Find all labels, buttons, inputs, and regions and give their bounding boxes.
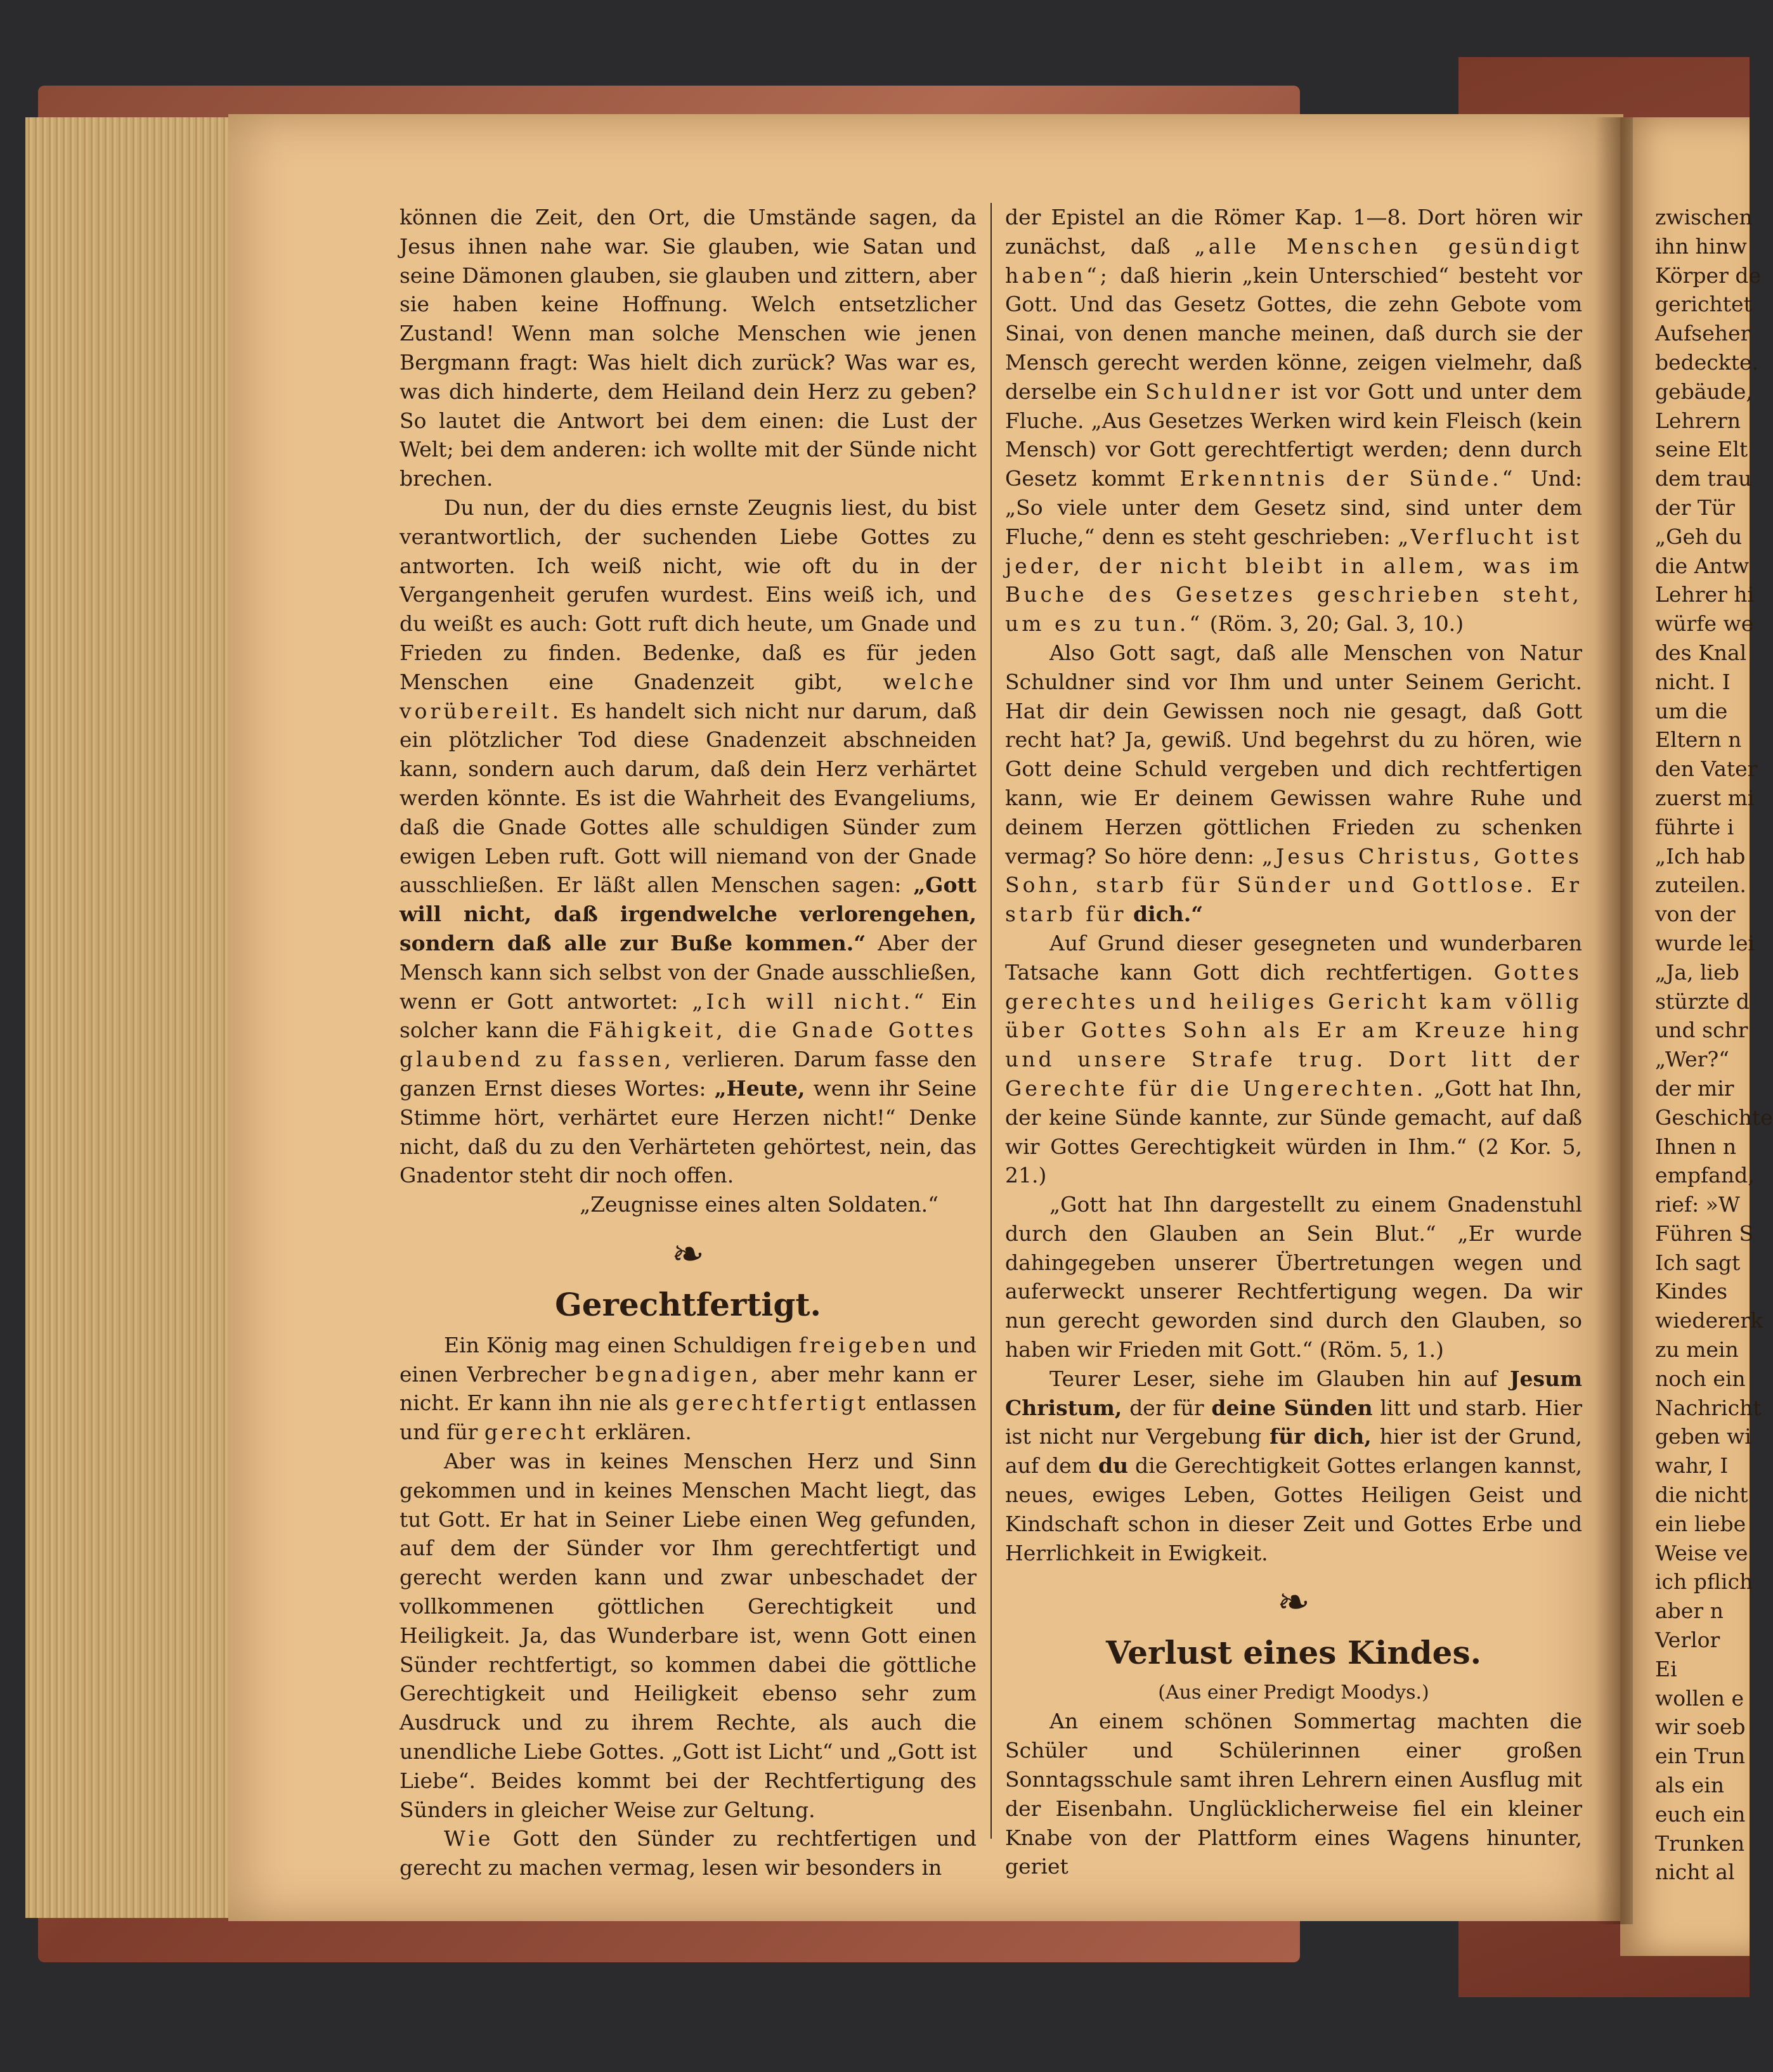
text-span: Teurer Leser, siehe im Glauben hin auf — [1049, 1366, 1498, 1391]
facing-page-line: um die — [1655, 698, 1728, 723]
text-span: aber mehr kann er nicht. Er kann ihn nie als — [399, 1361, 977, 1416]
facing-page-line: wahr, I — [1655, 1453, 1729, 1479]
bold-text: dich.“ — [1133, 902, 1204, 927]
facing-page-line: Nachricht — [1655, 1395, 1762, 1420]
spaced-text: gerechtfertigt — [675, 1390, 869, 1416]
bold-text: Jesum Christum, — [1005, 1366, 1582, 1420]
facing-page-line: geben wi — [1655, 1424, 1751, 1449]
facing-page-line: wurde lei — [1655, 930, 1755, 955]
text-span: Du nun, der du dies ernste Zeugnis liest, du bist verantwortlich, der suchenden Liebe Gottes zu antworten. Ich weiß nicht, wie oft du in der Vergangenheit gerufen wurdest. Eins weiß ich, und du weißt es auch: Gott ruft dich heute, um Gnade und Frieden zu finden. Bedenke, daß es für jeden Menschen eine Gnadenzeit gibt, — [399, 495, 977, 694]
facing-page-line: die Antw — [1655, 553, 1750, 578]
facing-page-line: „Wer?“ — [1655, 1047, 1730, 1072]
spaced-text: Schuldner — [1145, 379, 1283, 404]
text-span: Also Gott sagt, daß alle Menschen von Natur Schuldner sind vor Ihm und unter Seinem Gericht. Hat dir dein Gewissen noch nie gesagt, daß Gott recht hat? Ja, gewiß. Und begehrst du zu hören, wie Gott deine Schuld vergeben und dich rechtfertigen kann, wie Er deinem Gewissen wahre Ruhe und deinem Herzen göttlichen Frieden zu schenken vermag? So höre denn: — [1005, 640, 1582, 869]
text-span: Gott den Sünder zu rechtfertigen und gerecht zu machen vermag, lesen wir besonders in — [399, 1826, 977, 1881]
spaced-text: freigeben — [798, 1332, 930, 1357]
text-span: verlieren. Darum fasse den ganzen Ernst dieses Wortes: — [399, 1047, 977, 1101]
facing-page-line: ich pflich — [1655, 1569, 1753, 1595]
facing-page-line: gebäude, — [1655, 379, 1753, 404]
text-span: Ein solcher kann die — [399, 988, 977, 1043]
page-edges — [25, 117, 235, 1918]
facing-page-column — [1655, 203, 1773, 1887]
facing-page-line: Aufseher — [1655, 321, 1751, 346]
facing-page-line: den Vater — [1655, 756, 1758, 782]
text-span: Es handelt sich nicht nur darum, daß ein plötzlicher Tod diese Gnadenzeit abschneiden kann, sondern auch darum, daß dein Herz verhärtet werden könnte. Es ist die Wahrheit des Evangeliums, daß die Gnade Gottes alle schuldigen Sünder zum ewigen Leben ruft. Gott will niemand von der Gnade ausschließen. Er läßt allen Menschen sagen: — [399, 698, 977, 898]
facing-page-line: bedeckte. — [1655, 349, 1759, 375]
paragraph — [399, 1824, 977, 1882]
facing-page-line: Verlor — [1655, 1628, 1720, 1653]
text-span: „Gott hat Ihn, der keine Sünde kannte, zur Sünde gemacht, auf daß wir Gottes Gerechtigkeit würden in Ihm.“ (2 Kor. 5, 21.) — [1005, 1075, 1582, 1188]
bold-text: für dich, — [1270, 1424, 1372, 1449]
right-column — [1005, 203, 1582, 1881]
facing-page-line: von der — [1655, 902, 1736, 927]
paragraph — [399, 1331, 977, 1447]
facing-page-line: Kindes — [1655, 1279, 1728, 1304]
facing-page-line: rief: »W — [1655, 1192, 1740, 1217]
text-span: entlassen und für — [399, 1390, 977, 1445]
bold-text: „Gott will nicht, daß irgendwelche verlorengehen, sondern daß alle zur Buße kommen.“ — [399, 872, 977, 955]
spaced-text: „Jesus Christus, Gottes Sohn, starb für Sünder und Gottlose. Er starb für — [1005, 843, 1582, 927]
text-span: erklären. — [595, 1420, 692, 1445]
facing-page-line: zwischen — [1655, 205, 1753, 230]
facing-page-line: Körper de — [1655, 262, 1761, 288]
facing-page-line: Lehrer hi — [1655, 582, 1755, 607]
facing-page-line: „Ich hab — [1655, 843, 1746, 869]
facing-page-line: Ihnen n — [1655, 1134, 1737, 1159]
spaced-text: Fähigkeit, die Gnade Gottes glaubend zu fassen, — [399, 1018, 977, 1072]
text-span: wenn ihr Seine Stimme hört, verhärtet eure Herzen nicht!“ Denke nicht, daß du zu den Verhärteten gehörtest, nein, das Gnadentor steht dir noch offen. — [399, 1075, 977, 1188]
facing-page-line: wir soeb — [1655, 1714, 1746, 1740]
text-span: daß hierin „kein Unterschied“ besteht vor Gott. Und das Gesetz Gottes, die zehn Gebote vom Sinai, von denen manche meinen, daß durch sie der Mensch gerecht werden könne, zeigen vielmehr, daß derselbe ein — [1005, 262, 1582, 404]
fleuron-icon: ❧ — [672, 1230, 705, 1277]
text-span: der Epistel an die Römer Kap. 1—8. Dort hören wir zunächst, daß — [1005, 205, 1582, 259]
spaced-text: „alle Menschen gesündigt haben“; — [1005, 233, 1582, 288]
spaced-text: welche vorübereilt. — [399, 669, 977, 723]
facing-page-line: Ei — [1655, 1656, 1677, 1681]
facing-page-line: aber n — [1655, 1598, 1724, 1624]
text-span: die Gerechtigkeit Gottes erlangen kannst, neues, ewiges Leben, Gottes Heiligen Geist und Kindschaft schon in dieser Zeit und Gottes Erbe und Herrlichkeit in Ewigkeit. — [1005, 1453, 1583, 1565]
signature: „Zeugnisse eines alten Soldaten.“ — [580, 1192, 938, 1217]
text-span: Aber der Mensch kann sich selbst von der Gnade ausschließen, wenn er Gott antwortet: — [399, 930, 977, 1014]
spaced-text: Erkenntnis der Sünde.“ — [1179, 466, 1516, 491]
facing-page-line: Eltern n — [1655, 727, 1742, 753]
facing-page-line: ihn hinw — [1655, 233, 1747, 259]
bold-text: deine Sünden — [1211, 1395, 1373, 1420]
spaced-text: Wie — [444, 1826, 494, 1851]
spaced-text: begnadigen, — [595, 1361, 762, 1387]
paragraph: „Gott hat Ihn dargestellt zu einem Gnadenstuhl durch den Glauben an Sein Blut.“ „Er wurde dahingegeben unserer Übertretungen wegen und auferweckt unserer Rechtfertigung wegen. Da wir nun gerecht geworden sind durch den Glauben, so haben wir Frieden mit Gott.“ (Röm. 5, 1.) — [1005, 1192, 1582, 1363]
facing-page-line: zuerst mi — [1655, 785, 1755, 810]
facing-page-line: würfe we — [1655, 611, 1754, 637]
bold-text: „Heute, — [714, 1075, 805, 1101]
spaced-text: gerecht — [484, 1420, 588, 1445]
facing-page-line: ein Trun — [1655, 1744, 1746, 1769]
column-rule — [990, 203, 992, 1839]
paragraph: können die Zeit, den Ort, die Umstände sagen, da Jesus ihnen nahe war. Sie glauben, wie Satan und seine Dämonen glauben, sie glauben und zittern, aber sie haben keine Hoffnung. Welch entsetzlicher Zustand! Wenn man solche Menschen wie jenen Bergmann fragt: Was hielt dich zurück? Was war es, was dich hinderte, dem Heiland dein Herz zu geben? So lautet die Antwort bei dem einen: die Lust der Welt; bei dem anderen: ich wollte mit der Sünde nicht brechen. — [399, 205, 977, 491]
paragraph: An einem schönen Sommertag machten die Schüler und Schülerinnen einer großen Sonntagsschule samt ihren Lehrern einen Ausflug mit der Eisenbahn. Unglücklicherweise fiel ein kleiner Knabe von der Plattform eines Wagens hinunter, geriet — [1005, 1709, 1582, 1879]
facing-page-line: die nicht — [1655, 1482, 1748, 1508]
text-span: und einen Verbrecher — [399, 1332, 977, 1387]
facing-page-line: Lehrern — [1655, 408, 1741, 433]
paragraph — [1005, 203, 1582, 638]
facing-page-line: euch ein — [1655, 1801, 1746, 1827]
facing-page-line: wollen e — [1655, 1685, 1744, 1711]
facing-page-line: stürzte d — [1655, 988, 1750, 1014]
spaced-text: „Verflucht ist jeder, der nicht bleibt in allem, was im Buche des Gesetzes geschrieben steht, um es zu tun.“ — [1005, 524, 1582, 637]
facing-page-line: der Tür — [1655, 495, 1735, 520]
paragraph — [1005, 1364, 1582, 1568]
text-span: (Röm. 3, 20; Gal. 3, 10.) — [1209, 611, 1464, 637]
section-heading: Verlust eines Kindes. — [1105, 1634, 1482, 1672]
text-span: der für — [1129, 1395, 1204, 1420]
text-span: litt und starb. Hier ist nicht nur Vergebung — [1005, 1395, 1582, 1449]
facing-page-line: Trunken — [1655, 1830, 1745, 1856]
facing-page-line: Weise ve — [1655, 1540, 1748, 1565]
text-span: Auf Grund dieser gesegneten und wunderbaren Tatsache kann Gott dich rechtfertigen. — [1005, 930, 1582, 985]
facing-page-line: des Knal — [1655, 640, 1747, 665]
facing-page-line: führte i — [1655, 814, 1734, 839]
facing-page-line: zu mein — [1655, 1337, 1739, 1363]
facing-page-line: wiedererk — [1655, 1308, 1763, 1333]
facing-page-line: noch ein — [1655, 1366, 1746, 1391]
facing-page-line: Ich sagt — [1655, 1250, 1741, 1275]
facing-page-line: zuteilen. — [1655, 872, 1746, 898]
bold-text: du — [1098, 1453, 1129, 1479]
facing-page-line: gerichtet — [1655, 292, 1752, 317]
paragraph — [1005, 929, 1582, 1190]
text-span: Ein König mag einen Schuldigen — [444, 1332, 792, 1357]
facing-page-line: empfand, — [1655, 1163, 1755, 1188]
facing-page-line: „Geh du — [1655, 524, 1743, 549]
spaced-text: Gottes gerechtes und heiliges Gericht kam völlig über Gottes Sohn als Er am Kreuze hing und unsere Strafe trug. Dort litt der Gerechte für die Ungerechten. — [1005, 959, 1582, 1101]
facing-page-line: als ein — [1655, 1773, 1724, 1798]
facing-page-line: seine Elt — [1655, 437, 1748, 462]
paragraph: Aber was in keines Menschen Herz und Sinn gekommen und in keines Menschen Macht liegt, das tut Gott. Er hat in Seiner Liebe einen Weg gefunden, auf dem der Sünder vor Ihm gerechtfertigt und gerecht werden kann und zwar unbeschadet der vollkommenen göttlichen Gerechtigkeit und Heiligkeit. Ja, das Wunderbare ist, wenn Gott einen Sünder rechtfertigt, so kommen dabei die göttliche Gerechtigkeit und Heiligkeit ebenso sehr zum Ausdruck und zu ihrem Rechte, als auch die unendliche Liebe Gottes. „Gott ist Licht“ und „Gott ist Liebe“. Beides kommt bei der Rechtfertigung des Sünders in gleicher Weise zur Geltung. — [399, 1449, 977, 1822]
text-span: ist vor Gott und unter dem Fluche. „Aus Gesetzes Werken wird kein Fleisch (kein Mensch) vor Gott gerechtfertigt werden; denn durch Gesetz kommt — [1005, 379, 1582, 491]
fleuron-icon: ❧ — [1277, 1579, 1310, 1626]
left-column — [399, 203, 977, 1882]
text-span: Und: „So viele unter dem Gesetz sind, sind unter dem Fluche,“ denn es steht geschrieben: — [1005, 466, 1583, 549]
paragraph — [1005, 638, 1582, 929]
facing-page-line: nicht al — [1655, 1860, 1735, 1885]
book-gutter — [1595, 117, 1633, 1924]
facing-page-line: der mir — [1655, 1075, 1734, 1101]
spaced-text: „Ich will nicht.“ — [692, 988, 928, 1014]
facing-page-line: ein liebe — [1655, 1511, 1746, 1536]
paragraph — [399, 493, 977, 1190]
text-span: hier ist der Grund, auf dem — [1005, 1424, 1583, 1479]
facing-page-line: Geschichte — [1655, 1104, 1773, 1130]
facing-page-line: und schr — [1655, 1018, 1748, 1043]
facing-page-line: dem trau — [1655, 466, 1752, 491]
section-heading: Gerechtfertigt. — [555, 1285, 821, 1323]
facing-page-line: Führen S — [1655, 1221, 1754, 1246]
facing-page-line: nicht. I — [1655, 669, 1731, 694]
section-subheading: (Aus einer Predigt Moodys.) — [1158, 1681, 1429, 1704]
facing-page-line: „Ja, lieb — [1655, 959, 1739, 985]
